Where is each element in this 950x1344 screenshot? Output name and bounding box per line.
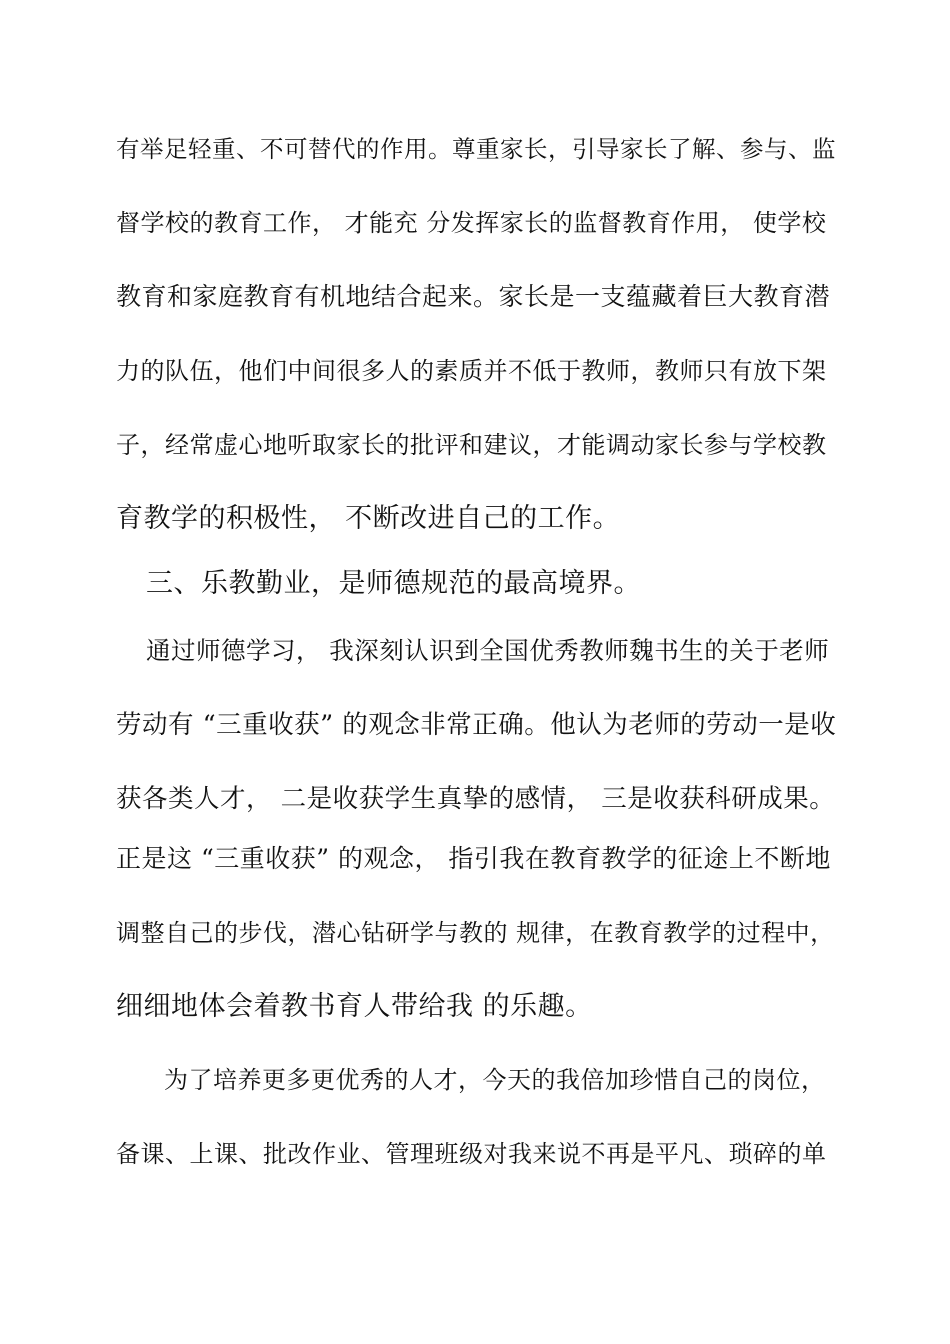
section-heading: 三、乐教勤业，是师德规范的最高境界。	[146, 568, 641, 599]
text-line-15: 备课、上课、批改作业、管理班级对我来说不再是平凡、琐碎的单	[116, 1140, 827, 1168]
text-line-5: 子，经常虚心地听取家长的批评和建议，才能调动家长参与学校教	[116, 431, 827, 459]
text-line-1: 有举足轻重、不可替代的作用。尊重家长，引导家长了解、参与、监	[116, 135, 836, 163]
text-line-2: 督学校的教育工作， 才能充 分发挥家长的监督教育作用， 使学校	[116, 209, 827, 237]
text-line-10: 获各类人才， 二是收获学生真挚的感情， 三是收获科研成果。	[116, 784, 836, 814]
text-line-14: 为了培养更多更优秀的人才，今天的我倍加珍惜自己的岗位，	[164, 1066, 826, 1094]
text-line-13: 细细地体会着教书育人带给我 的乐趣。	[116, 991, 593, 1022]
text-line-4: 力的队伍，他们中间很多人的素质并不低于教师，教师只有放下架	[116, 357, 827, 385]
text-line-11: 正是这 “三重收获” 的观念， 指引我在教育教学的征途上不断地	[116, 844, 831, 873]
text-line-8: 通过师德学习， 我深刻认识到全国优秀教师魏书生的关于老师	[146, 636, 830, 665]
text-line-12: 调整自己的步伐，潜心钻研学与教的 规律，在教育教学的过程中，	[116, 919, 835, 947]
text-line-3: 教育和家庭教育有机地结合起来。家长是一支蕴藏着巨大教育潜	[116, 282, 831, 311]
text-line-9: 劳动有 “三重收获” 的观念非常正确。他认为老师的劳动一是收	[116, 710, 837, 740]
text-line-6: 育教学的积极性， 不断改进自己的工作。	[116, 503, 621, 534]
